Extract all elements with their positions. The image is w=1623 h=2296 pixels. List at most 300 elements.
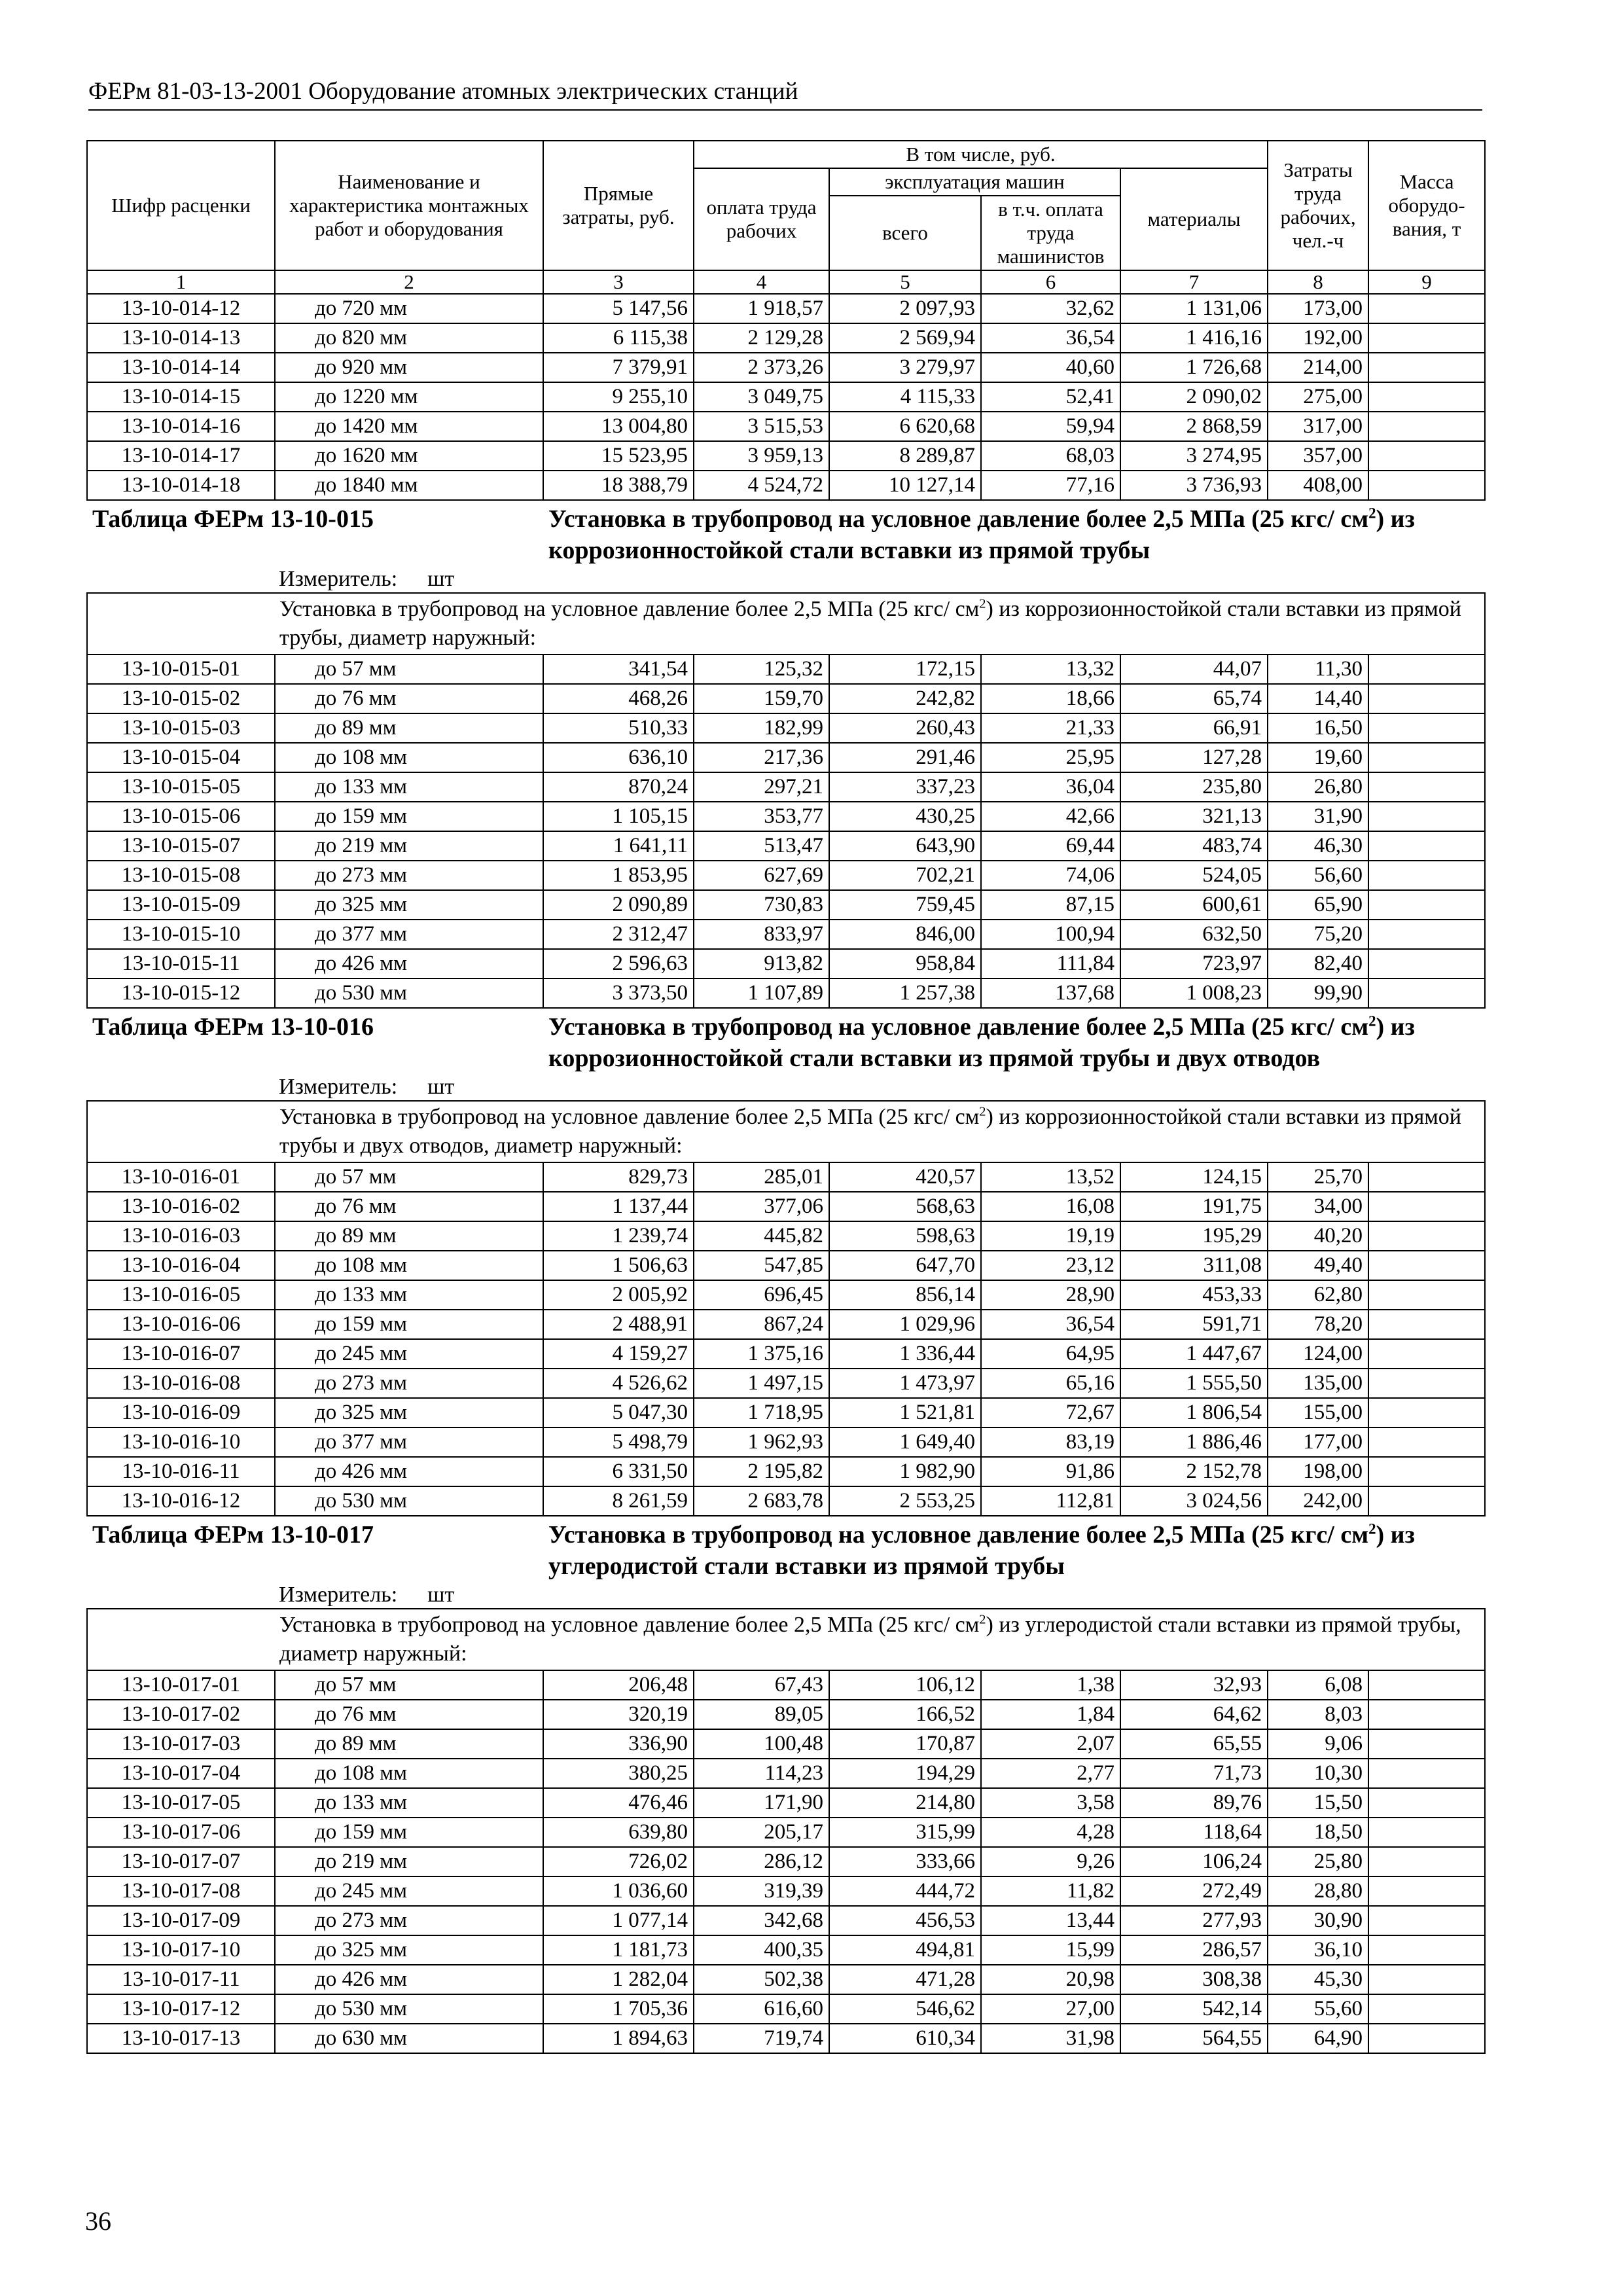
table-title-row: [87, 1516, 1485, 1582]
cell-mass: [1368, 1759, 1485, 1788]
cell-direct: 1 641,11: [543, 831, 694, 861]
cell-direct: 2 312,47: [543, 920, 694, 949]
cell-materials: 321,13: [1120, 802, 1268, 831]
cell-machines-total: 260,43: [829, 713, 981, 743]
table-title-text: Установка в трубопровод на условное давление более 2,5 МПа (25 кгс/ см: [548, 505, 1369, 533]
table-row: [87, 1192, 1485, 1221]
cell-machines-total: 315,99: [829, 1818, 981, 1847]
cell-direct: 5 147,56: [543, 294, 694, 323]
cell-machines-total: 4 115,33: [829, 382, 981, 412]
cell-machines-total: 1 521,81: [829, 1398, 981, 1427]
cell-labor-pay: 67,43: [694, 1670, 829, 1700]
cell-labor-hours: 31,90: [1268, 802, 1368, 831]
table-label: Таблица ФЕРм 13-10-015: [87, 500, 543, 566]
cell-labor-pay: 445,82: [694, 1221, 829, 1251]
table-row: [87, 949, 1485, 978]
cell-code: 13-10-015-02: [87, 684, 275, 713]
cell-labor-pay: 1 962,93: [694, 1427, 829, 1457]
table-row: [87, 1369, 1485, 1398]
cell-code: 13-10-014-12: [87, 294, 275, 323]
cell-code: 13-10-016-07: [87, 1339, 275, 1369]
table-row: [87, 861, 1485, 890]
cell-labor-pay: 3 959,13: [694, 441, 829, 471]
cell-labor-hours: 30,90: [1268, 1906, 1368, 1935]
cell-machinists-pay: 2,77: [981, 1759, 1120, 1788]
table-title-text: ) из коррозионностойкой стали вставки из прямой трубы: [548, 505, 1415, 564]
table-row: [87, 890, 1485, 920]
cell-name: до 426 мм: [275, 1457, 543, 1486]
cell-machinists-pay: 27,00: [981, 1994, 1120, 2024]
col-number: 4: [694, 270, 829, 294]
description-text: ) из коррозионностойкой стали вставки из прямой трубы и двух отводов, диаметр наружный:: [279, 1105, 1461, 1158]
table-row: [87, 831, 1485, 861]
cell-labor-hours: 10,30: [1268, 1759, 1368, 1788]
cell-name: до 426 мм: [275, 1965, 543, 1994]
cell-labor-hours: 192,00: [1268, 323, 1368, 353]
cell-direct: 13 004,80: [543, 412, 694, 441]
cell-labor-pay: 377,06: [694, 1192, 829, 1221]
cell-machines-total: 194,29: [829, 1759, 981, 1788]
description-sup: 2: [979, 1104, 986, 1119]
table-title-text: Установка в трубопровод на условное давление более 2,5 МПа (25 кгс/ см: [548, 1521, 1369, 1549]
cell-direct: 468,26: [543, 684, 694, 713]
cell-code: 13-10-014-13: [87, 323, 275, 353]
table-title-sup: 2: [1368, 1013, 1376, 1030]
cell-labor-hours: 19,60: [1268, 743, 1368, 772]
cell-direct: 1 853,95: [543, 861, 694, 890]
cell-labor-pay: 353,77: [694, 802, 829, 831]
description-sup: 2: [979, 596, 986, 611]
table-row: [87, 1759, 1485, 1788]
cell-materials: 591,71: [1120, 1310, 1268, 1339]
table-title-text: ) из коррозионностойкой стали вставки из прямой трубы и двух отводов: [548, 1013, 1415, 1072]
cell-name: до 133 мм: [275, 772, 543, 802]
cell-mass: [1368, 1310, 1485, 1339]
description-text: Установка в трубопровод на условное давление более 2,5 МПа (25 кгс/ см: [279, 1105, 980, 1129]
cell-machines-total: 170,87: [829, 1729, 981, 1759]
cell-direct: 341,54: [543, 655, 694, 684]
cell-direct: 15 523,95: [543, 441, 694, 471]
col-direct-header: Прямые затраты, руб.: [543, 141, 694, 270]
cell-machines-total: 759,45: [829, 890, 981, 920]
cell-materials: 1 447,67: [1120, 1339, 1268, 1369]
cell-name: до 57 мм: [275, 655, 543, 684]
cell-labor-hours: 25,80: [1268, 1847, 1368, 1876]
cell-labor-pay: 1 497,15: [694, 1369, 829, 1398]
cell-direct: 1 705,36: [543, 1994, 694, 2024]
col-number: 1: [87, 270, 275, 294]
cell-machinists-pay: 111,84: [981, 949, 1120, 978]
cell-labor-hours: 45,30: [1268, 1965, 1368, 1994]
cell-direct: 5 047,30: [543, 1398, 694, 1427]
cell-mass: [1368, 382, 1485, 412]
cell-labor-pay: 205,17: [694, 1818, 829, 1847]
cell-materials: 1 131,06: [1120, 294, 1268, 323]
table-row: [87, 802, 1485, 831]
cell-materials: 632,50: [1120, 920, 1268, 949]
col-number: 2: [275, 270, 543, 294]
cell-labor-pay: 342,68: [694, 1906, 829, 1935]
cell-code: 13-10-016-09: [87, 1398, 275, 1427]
cell-name: до 720 мм: [275, 294, 543, 323]
cell-machinists-pay: 52,41: [981, 382, 1120, 412]
table-row: [87, 1700, 1485, 1729]
cell-labor-hours: 46,30: [1268, 831, 1368, 861]
table-row: [87, 1339, 1485, 1369]
cell-machines-total: 1 649,40: [829, 1427, 981, 1457]
cell-mass: [1368, 1729, 1485, 1759]
cell-labor-pay: 171,90: [694, 1788, 829, 1818]
cell-name: до 820 мм: [275, 323, 543, 353]
table-row: [87, 1251, 1485, 1280]
cell-name: до 89 мм: [275, 1221, 543, 1251]
cell-code: 13-10-015-09: [87, 890, 275, 920]
cell-code: 13-10-016-06: [87, 1310, 275, 1339]
cell-direct: 1 137,44: [543, 1192, 694, 1221]
cell-machinists-pay: 87,15: [981, 890, 1120, 920]
cell-machines-total: 214,80: [829, 1788, 981, 1818]
cell-labor-hours: 8,03: [1268, 1700, 1368, 1729]
cell-name: до 325 мм: [275, 890, 543, 920]
cell-labor-hours: 317,00: [1268, 412, 1368, 441]
cell-name: до 108 мм: [275, 1759, 543, 1788]
cell-mass: [1368, 1818, 1485, 1847]
cell-machinists-pay: 1,38: [981, 1670, 1120, 1700]
cell-mass: [1368, 684, 1485, 713]
table-row: [87, 1729, 1485, 1759]
cell-code: 13-10-016-04: [87, 1251, 275, 1280]
cell-machinists-pay: 42,66: [981, 802, 1120, 831]
cell-labor-hours: 34,00: [1268, 1192, 1368, 1221]
cell-name: до 133 мм: [275, 1280, 543, 1310]
description: [87, 593, 1485, 655]
cell-direct: 2 488,91: [543, 1310, 694, 1339]
cell-direct: 9 255,10: [543, 382, 694, 412]
description-row: [87, 593, 1485, 655]
cell-machinists-pay: 91,86: [981, 1457, 1120, 1486]
cell-direct: 5 498,79: [543, 1427, 694, 1457]
table-header: [87, 141, 1485, 294]
cell-labor-hours: 26,80: [1268, 772, 1368, 802]
table-row: [87, 1486, 1485, 1516]
unit-label: Измеритель:: [279, 567, 398, 591]
cell-direct: 510,33: [543, 713, 694, 743]
table-row: [87, 1280, 1485, 1310]
cell-code: 13-10-017-02: [87, 1700, 275, 1729]
cell-name: до 530 мм: [275, 1994, 543, 2024]
cell-direct: 1 282,04: [543, 1965, 694, 1994]
cell-machinists-pay: 1,84: [981, 1700, 1120, 1729]
cell-code: 13-10-015-05: [87, 772, 275, 802]
unit-cell: [87, 1074, 1485, 1101]
cell-materials: 3 274,95: [1120, 441, 1268, 471]
cell-code: 13-10-014-14: [87, 353, 275, 382]
cell-mass: [1368, 743, 1485, 772]
cell-labor-hours: 198,00: [1268, 1457, 1368, 1486]
cell-mass: [1368, 1192, 1485, 1221]
cell-name: до 76 мм: [275, 1192, 543, 1221]
cell-labor-pay: 159,70: [694, 684, 829, 713]
cell-labor-pay: 217,36: [694, 743, 829, 772]
cell-direct: 2 005,92: [543, 1280, 694, 1310]
cell-direct: 3 373,50: [543, 978, 694, 1008]
cell-labor-hours: 36,10: [1268, 1935, 1368, 1965]
cell-machines-total: 333,66: [829, 1847, 981, 1876]
cell-materials: 524,05: [1120, 861, 1268, 890]
cell-name: до 89 мм: [275, 713, 543, 743]
cell-labor-pay: 502,38: [694, 1965, 829, 1994]
cell-labor-hours: 18,50: [1268, 1818, 1368, 1847]
cell-labor-hours: 242,00: [1268, 1486, 1368, 1516]
cell-labor-pay: 125,32: [694, 655, 829, 684]
col-including-header: В том числе, руб.: [694, 141, 1268, 168]
cell-machinists-pay: 11,82: [981, 1876, 1120, 1906]
cell-mass: [1368, 1935, 1485, 1965]
cell-machines-total: 420,57: [829, 1162, 981, 1192]
cell-code: 13-10-017-11: [87, 1965, 275, 1994]
cell-materials: 272,49: [1120, 1876, 1268, 1906]
cell-labor-hours: 64,90: [1268, 2024, 1368, 2053]
description-row: [87, 1609, 1485, 1670]
cell-code: 13-10-015-12: [87, 978, 275, 1008]
cell-labor-hours: 124,00: [1268, 1339, 1368, 1369]
cell-labor-hours: 9,06: [1268, 1729, 1368, 1759]
cell-name: до 426 мм: [275, 949, 543, 978]
cell-labor-hours: 357,00: [1268, 441, 1368, 471]
cell-materials: 286,57: [1120, 1935, 1268, 1965]
cell-mass: [1368, 949, 1485, 978]
cell-name: до 108 мм: [275, 1251, 543, 1280]
cell-code: 13-10-017-01: [87, 1670, 275, 1700]
cell-machines-total: 647,70: [829, 1251, 981, 1280]
cell-machines-total: 444,72: [829, 1876, 981, 1906]
table-row: [87, 772, 1485, 802]
cell-labor-hours: 214,00: [1268, 353, 1368, 382]
cell-direct: 18 388,79: [543, 471, 694, 500]
cell-code: 13-10-017-09: [87, 1906, 275, 1935]
cell-machines-total: 546,62: [829, 1994, 981, 2024]
col-mass-header: Масса оборудо-вания, т: [1368, 141, 1485, 270]
cell-labor-hours: 173,00: [1268, 294, 1368, 323]
cell-materials: 1 416,16: [1120, 323, 1268, 353]
table-row: [87, 713, 1485, 743]
cell-name: до 530 мм: [275, 1486, 543, 1516]
cell-name: до 108 мм: [275, 743, 543, 772]
cell-labor-hours: 75,20: [1268, 920, 1368, 949]
cell-labor-hours: 82,40: [1268, 949, 1368, 978]
cell-name: до 245 мм: [275, 1876, 543, 1906]
cell-labor-hours: 16,50: [1268, 713, 1368, 743]
col-materials-header: материалы: [1120, 168, 1268, 270]
table-row: [87, 978, 1485, 1008]
cell-labor-hours: 78,20: [1268, 1310, 1368, 1339]
table-row: [87, 471, 1485, 500]
description-text: ) из коррозионностойкой стали вставки из прямой трубы, диаметр наружный:: [279, 597, 1461, 650]
col-machinists-pay-header: в т.ч. оплата труда машинистов: [981, 196, 1120, 270]
cell-name: до 273 мм: [275, 1369, 543, 1398]
cell-labor-hours: 275,00: [1268, 382, 1368, 412]
cell-labor-pay: 297,21: [694, 772, 829, 802]
table-title: [543, 1516, 1485, 1582]
col-number: 9: [1368, 270, 1485, 294]
cell-materials: 311,08: [1120, 1251, 1268, 1280]
cell-name: до 57 мм: [275, 1162, 543, 1192]
cell-materials: 308,38: [1120, 1965, 1268, 1994]
cell-labor-hours: 49,40: [1268, 1251, 1368, 1280]
description-text: ) из углеродистой стали вставки из прямой трубы, диаметр наружный:: [279, 1613, 1461, 1666]
cell-labor-hours: 40,20: [1268, 1221, 1368, 1251]
cell-name: до 219 мм: [275, 831, 543, 861]
cell-machines-total: 10 127,14: [829, 471, 981, 500]
cell-labor-hours: 99,90: [1268, 978, 1368, 1008]
cell-materials: 1 008,23: [1120, 978, 1268, 1008]
cell-materials: 71,73: [1120, 1759, 1268, 1788]
cell-labor-pay: 286,12: [694, 1847, 829, 1876]
cell-labor-pay: 3 049,75: [694, 382, 829, 412]
cell-machinists-pay: 16,08: [981, 1192, 1120, 1221]
cell-labor-pay: 730,83: [694, 890, 829, 920]
cell-machines-total: 8 289,87: [829, 441, 981, 471]
col-number: 7: [1120, 270, 1268, 294]
cell-mass: [1368, 978, 1485, 1008]
cell-name: до 630 мм: [275, 2024, 543, 2053]
cell-machinists-pay: 83,19: [981, 1427, 1120, 1457]
col-number: 6: [981, 270, 1120, 294]
cell-mass: [1368, 1486, 1485, 1516]
cell-materials: 3 024,56: [1120, 1486, 1268, 1516]
cell-mass: [1368, 772, 1485, 802]
cell-direct: 336,90: [543, 1729, 694, 1759]
cell-mass: [1368, 831, 1485, 861]
cell-machinists-pay: 13,44: [981, 1906, 1120, 1935]
cell-machinists-pay: 2,07: [981, 1729, 1120, 1759]
cell-materials: 195,29: [1120, 1221, 1268, 1251]
cell-machinists-pay: 15,99: [981, 1935, 1120, 1965]
cell-direct: 320,19: [543, 1700, 694, 1729]
cell-materials: 89,76: [1120, 1788, 1268, 1818]
unit-cell: [87, 1582, 1485, 1609]
cell-direct: 1 181,73: [543, 1935, 694, 1965]
cell-name: до 273 мм: [275, 861, 543, 890]
cell-machinists-pay: 28,90: [981, 1280, 1120, 1310]
description-row: [87, 1101, 1485, 1162]
table-row: [87, 1906, 1485, 1935]
cell-code: 13-10-015-07: [87, 831, 275, 861]
cell-direct: 476,46: [543, 1788, 694, 1818]
cell-direct: 206,48: [543, 1670, 694, 1700]
table-title-text: Установка в трубопровод на условное давление более 2,5 МПа (25 кгс/ см: [548, 1013, 1369, 1041]
cell-labor-pay: 2 129,28: [694, 323, 829, 353]
cell-machines-total: 6 620,68: [829, 412, 981, 441]
cell-code: 13-10-015-10: [87, 920, 275, 949]
cell-machines-total: 958,84: [829, 949, 981, 978]
table-title-sup: 2: [1368, 505, 1376, 522]
cell-labor-pay: 2 373,26: [694, 353, 829, 382]
cell-code: 13-10-015-03: [87, 713, 275, 743]
unit-value: шт: [427, 567, 455, 591]
table-title-sup: 2: [1368, 1520, 1376, 1537]
cell-name: до 1420 мм: [275, 412, 543, 441]
cell-materials: 1 886,46: [1120, 1427, 1268, 1457]
cell-machines-total: 1 336,44: [829, 1339, 981, 1369]
cell-machinists-pay: 9,26: [981, 1847, 1120, 1876]
unit-label: Измеритель:: [279, 1583, 398, 1607]
cell-mass: [1368, 1994, 1485, 2024]
cell-labor-pay: 114,23: [694, 1759, 829, 1788]
cell-materials: 191,75: [1120, 1192, 1268, 1221]
cell-labor-hours: 408,00: [1268, 471, 1368, 500]
cell-materials: 32,93: [1120, 1670, 1268, 1700]
cell-machines-total: 1 029,96: [829, 1310, 981, 1339]
cell-code: 13-10-017-04: [87, 1759, 275, 1788]
cell-machines-total: 2 569,94: [829, 323, 981, 353]
unit-label: Измеритель:: [279, 1075, 398, 1099]
cell-machinists-pay: 32,62: [981, 294, 1120, 323]
cell-materials: 118,64: [1120, 1818, 1268, 1847]
table-row: [87, 655, 1485, 684]
cell-materials: 1 555,50: [1120, 1369, 1268, 1398]
table-label: Таблица ФЕРм 13-10-016: [87, 1008, 543, 1074]
description: [87, 1101, 1485, 1162]
cell-machinists-pay: 74,06: [981, 861, 1120, 890]
cell-name: до 159 мм: [275, 1310, 543, 1339]
col-labor-hours-header: Затраты труда рабочих, чел.-ч: [1268, 141, 1368, 270]
cell-machines-total: 3 279,97: [829, 353, 981, 382]
cell-code: 13-10-016-10: [87, 1427, 275, 1457]
table-row: [87, 382, 1485, 412]
cell-name: до 133 мм: [275, 1788, 543, 1818]
cell-code: 13-10-014-16: [87, 412, 275, 441]
cell-code: 13-10-016-08: [87, 1369, 275, 1398]
cell-code: 13-10-015-11: [87, 949, 275, 978]
table-title-row: [87, 1008, 1485, 1074]
cell-machinists-pay: 65,16: [981, 1369, 1120, 1398]
cell-machines-total: 430,25: [829, 802, 981, 831]
cell-machinists-pay: 69,44: [981, 831, 1120, 861]
unit-row: [87, 1582, 1485, 1609]
cell-labor-pay: 913,82: [694, 949, 829, 978]
cell-code: 13-10-014-17: [87, 441, 275, 471]
cell-labor-pay: 1 718,95: [694, 1398, 829, 1427]
col-number: 8: [1268, 270, 1368, 294]
unit-cell: [87, 566, 1485, 593]
cell-labor-hours: 25,70: [1268, 1162, 1368, 1192]
cell-direct: 7 379,91: [543, 353, 694, 382]
cell-machinists-pay: 40,60: [981, 353, 1120, 382]
table-row: [87, 1994, 1485, 2024]
cell-materials: 564,55: [1120, 2024, 1268, 2053]
cell-materials: 235,80: [1120, 772, 1268, 802]
description-text: Установка в трубопровод на условное давление более 2,5 МПа (25 кгс/ см: [279, 597, 980, 621]
cell-code: 13-10-017-06: [87, 1818, 275, 1847]
cell-direct: 6 331,50: [543, 1457, 694, 1486]
cell-direct: 639,80: [543, 1818, 694, 1847]
cell-materials: 277,93: [1120, 1906, 1268, 1935]
col-machines-total-header: всего: [829, 196, 981, 270]
cell-materials: 44,07: [1120, 655, 1268, 684]
table-row: [87, 1310, 1485, 1339]
cell-direct: 8 261,59: [543, 1486, 694, 1516]
cell-code: 13-10-017-03: [87, 1729, 275, 1759]
cell-materials: 483,74: [1120, 831, 1268, 861]
cell-direct: 1 077,14: [543, 1906, 694, 1935]
table-row: [87, 1876, 1485, 1906]
cell-labor-hours: 6,08: [1268, 1670, 1368, 1700]
cell-mass: [1368, 1906, 1485, 1935]
cell-mass: [1368, 1427, 1485, 1457]
cell-code: 13-10-016-05: [87, 1280, 275, 1310]
col-number: 3: [543, 270, 694, 294]
